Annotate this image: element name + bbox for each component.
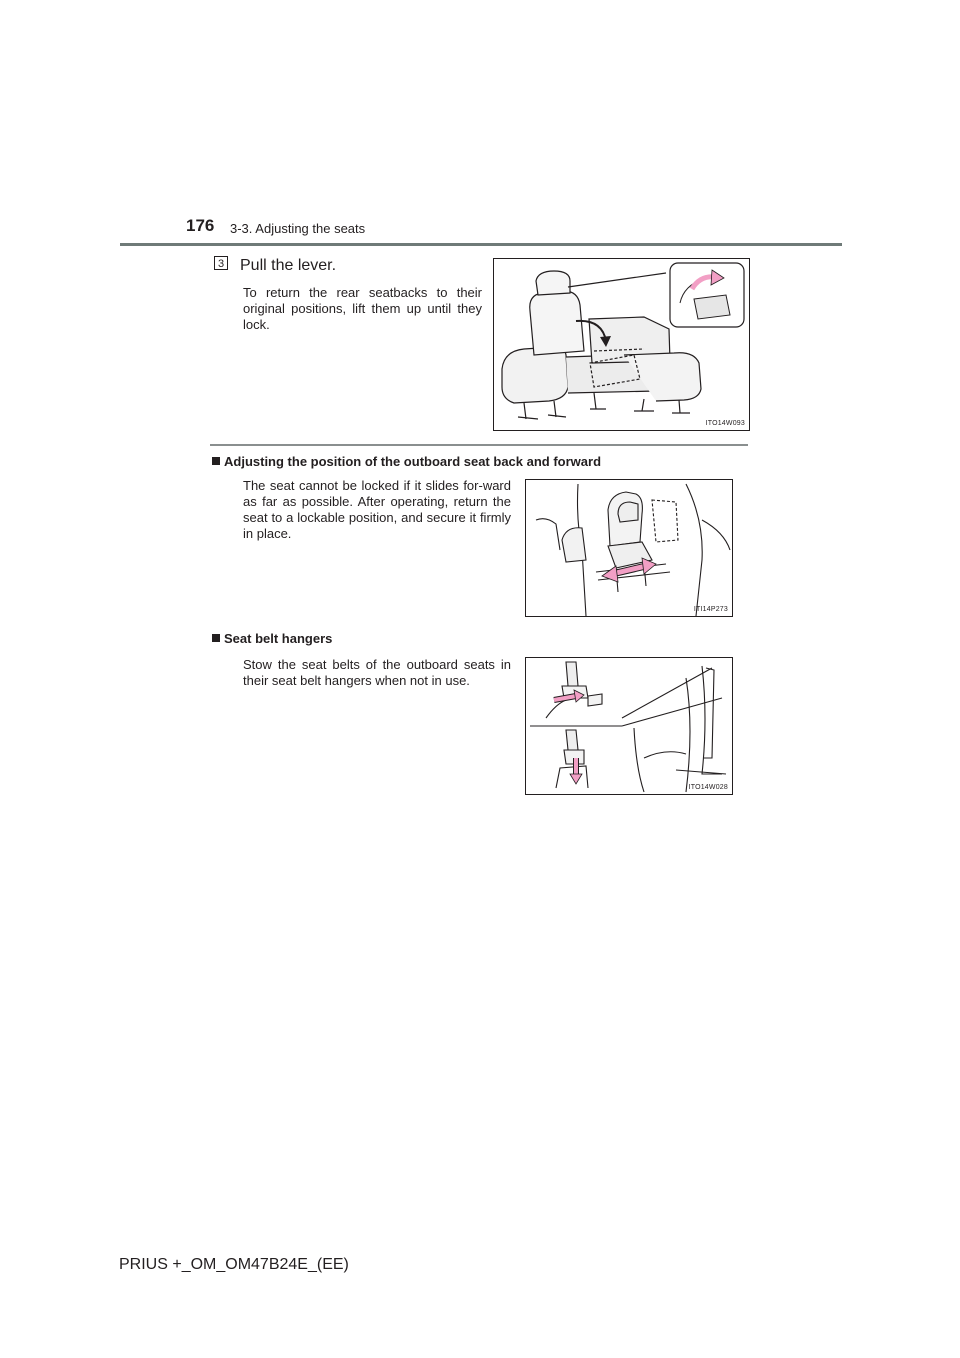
seat-slide-drawing <box>526 480 732 616</box>
figure-code: ITO14W093 <box>705 420 745 427</box>
hangers-description: Stow the seat belts of the outboard seats in their seat belt hangers when not in use. <box>243 657 511 688</box>
section-title: 3-3. Adjusting the seats <box>230 221 366 236</box>
step-description: To return the rear seatbacks to their original positions, lift them up until they lock. <box>243 285 482 332</box>
outboard-seat-slide-illustration <box>525 479 733 617</box>
header-divider <box>120 243 842 246</box>
belt-hanger-drawing <box>526 658 732 794</box>
rear-seatback-fold-illustration <box>493 258 750 431</box>
page-number: 176 <box>186 216 215 235</box>
subsection-heading-text: Seat belt hangers <box>224 631 333 646</box>
bullet-square-icon <box>212 634 220 642</box>
document-id-footer: PRIUS +_OM_OM47B24E_(EE) <box>119 1256 349 1273</box>
seat-belt-hanger-illustration <box>525 657 733 795</box>
step-title: Pull the lever. <box>240 257 337 274</box>
subsection-heading-hangers <box>212 631 332 646</box>
figure-code: ITO14W028 <box>688 784 728 791</box>
seat-fold-drawing <box>494 259 749 430</box>
subsection-heading-slide <box>212 454 601 469</box>
slide-description: The seat cannot be locked if it slides for-ward as far as possible. After operating, return the seat to a lockable position, and secure it firmly in place. <box>243 478 511 541</box>
subsection-heading-text: Adjusting the position of the outboard seat back and forward <box>224 454 602 469</box>
figure-code: ITI14P273 <box>693 606 728 613</box>
section-divider <box>210 444 748 446</box>
step-number-badge: 3 <box>214 256 228 270</box>
bullet-square-icon <box>212 457 220 465</box>
